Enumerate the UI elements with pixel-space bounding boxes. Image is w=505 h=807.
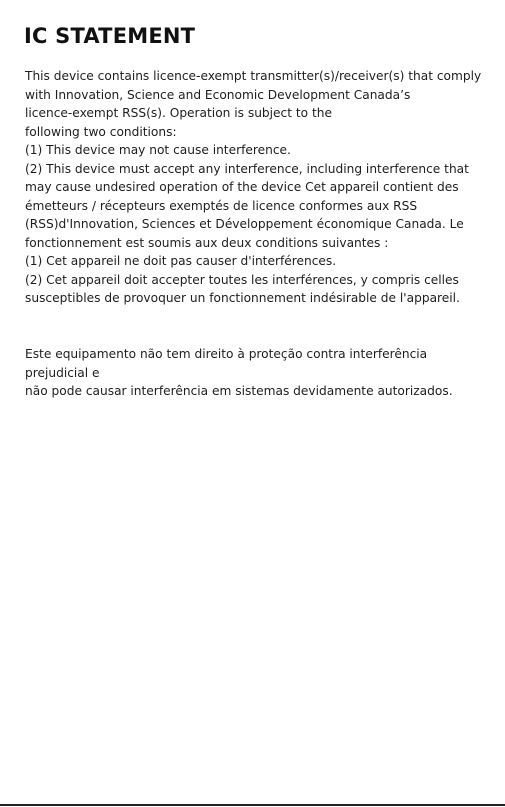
statement-line: may cause undesired operation of the device Cet appareil contient des	[25, 180, 459, 194]
statement-line: (1) Cet appareil ne doit pas causer d'interférences.	[25, 254, 337, 268]
statement-line: susceptibles de provoquer un fonctionnement indésirable de l'appareil.	[25, 291, 460, 305]
portuguese-line: não pode causar interferência em sistemas devidamente autorizados.	[25, 384, 453, 398]
portuguese-line: prejudicial e	[25, 365, 100, 380]
statement-line: following two conditions:	[25, 124, 177, 139]
ic-statement-text	[25, 67, 495, 308]
statement-line: with Innovation, Science and Economic Development Canada’s	[25, 87, 411, 102]
portuguese-line: Este equipamento não tem direito à proteção contra interferência	[25, 347, 428, 361]
statement-line: licence-exempt RSS(s). Operation is subject to the	[25, 106, 333, 120]
statement-line: fonctionnement est soumis aux deux conditions suivantes :	[25, 235, 389, 250]
statement-line: (2) Cet appareil doit accepter toutes les interférences, y compris celles	[25, 272, 459, 287]
statement-line: This device contains licence-exempt transmitter(s)/receiver(s) that comply	[25, 69, 482, 83]
bottom-divider	[0, 804, 505, 806]
portuguese-notice	[25, 345, 495, 401]
page-title: IC STATEMENT	[24, 24, 196, 48]
statement-line: (1) This device may not cause interference.	[25, 143, 291, 157]
statement-line: émetteurs / récepteurs exemptés de licence conformes aux RSS	[25, 198, 418, 213]
statement-line: (RSS)d'Innovation, Sciences et Développement économique Canada. Le	[25, 217, 464, 231]
statement-line: (2) This device must accept any interference, including interference that	[25, 161, 469, 176]
